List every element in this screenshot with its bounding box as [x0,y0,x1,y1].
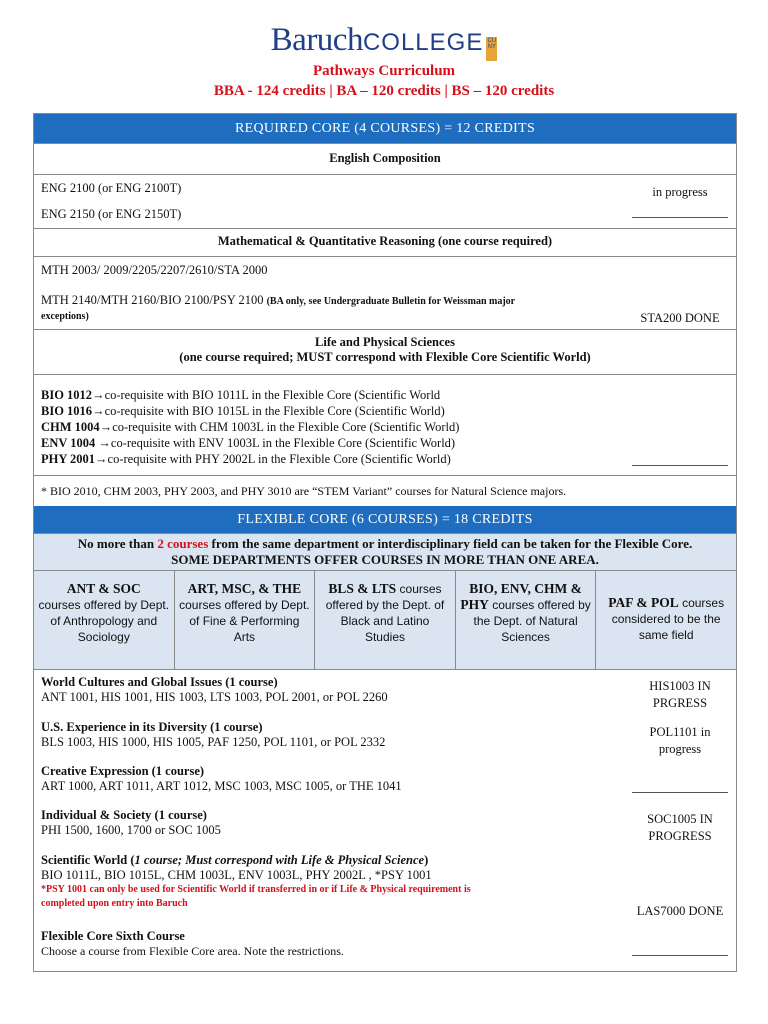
life-course-bio1012: BIO 1012→co-requisite with BIO 1011L in the Flexible Core (Scientific World [41,388,441,402]
psy-note-1: *PSY 1001 can only be used for Scientific World if transferred in or if Life & Physical requirement is [41,884,471,895]
math-row [34,256,736,329]
individual-status: SOC1005 IN PROGRESS [647,812,713,843]
life-title-1: Life and Physical Sciences [315,335,455,349]
math-course-1: MTH 2003/ 2009/2205/2207/2610/STA 2000 [41,263,268,277]
math-course-2: MTH 2140/MTH 2160/BIO 2100/PSY 2100 (BA only, see Undergraduate Bulletin for Weissman major [41,293,516,307]
world-cultures-title: World Cultures and Global Issues (1 course) [41,675,278,689]
english-status: in progress [652,185,708,199]
departments-note: SOME DEPARTMENTS OFFER COURSES IN MORE THAN ONE AREA. [171,552,599,567]
flexible-core-header: FLEXIBLE CORE (6 COURSES) = 18 CREDITS [34,506,736,533]
stem-note: * BIO 2010, CHM 2003, PHY 2003, and PHY 3010 are “STEM Variant” courses for Natural Science majors. [41,484,567,498]
credits-line: BBA - 124 credits | BA – 120 credits | BS – 120 credits [213,83,555,99]
life-course-env1004: ENV 1004 →co-requisite with ENV 1003L in the Flexible Core (Scientific World) [41,436,456,450]
life-status-blank [632,455,728,470]
dept-art-msc-the: ART, MSC, & THE courses offered by Dept. of Fine & Performing Arts [175,571,316,669]
english-status-blank [632,207,728,222]
creative-expression-title: Creative Expression (1 course) [41,764,205,778]
scientific-status: LAS7000 DONE [636,904,724,918]
math-course-note: exceptions) [41,311,89,322]
flexible-core-restriction-note: No more than 2 courses from the same department or interdisciplinary field can be taken for the Flexible Core. SOME DEPARTMENTS OFFER COURSES IN MORE THAN ONE AREA. [34,533,736,570]
psy-note-2: completed upon entry into Baruch [41,898,188,909]
life-title-2: (one course required; MUST correspond with Flexible Core Scientific World) [179,350,591,364]
creative-expression-courses: ART 1000, ART 1011, ART 1012, MSC 1003, MSC 1005, or THE 1041 [41,779,402,793]
math-title-row [34,228,736,256]
logo-baruch-text: Baruch [270,22,363,58]
dept-paf-pol: PAF & POL courses considered to be the same field [608,595,725,642]
individual-society-courses: PHI 1500, 1600, 1700 or SOC 1005 [41,823,221,837]
cuny-badge: CUNY [486,37,497,61]
curriculum-table [33,113,737,972]
stem-note-row [34,475,736,506]
required-core-header: REQUIRED CORE (4 COURSES) = 12 CREDITS [34,114,736,143]
baruch-college-logo [0,22,768,61]
logo-college-text: COLLEGE [362,29,484,56]
us-status: POL1101 in progress [649,725,711,756]
dept-bls-lts: BLS & LTS courses offered by the Dept. of Black and Latino Studies [315,571,456,669]
dept-bio-env-chm-phy: BIO, ENV, CHM & PHY courses offered by the Dept. of Natural Sciences [456,571,597,669]
individual-society-title: Individual & Society (1 course) [41,808,207,822]
english-course-1: ENG 2100 (or ENG 2100T) [41,181,182,195]
flexible-areas [34,669,736,971]
sixth-course-text: Choose a course from Flexible Core area. Note the restrictions. [41,944,344,958]
page-title: Pathways Curriculum [312,63,456,79]
math-title: Mathematical & Quantitative Reasoning (one course required) [217,234,553,248]
life-row [34,374,736,475]
life-course-bio1016: BIO 1016→co-requisite with BIO 1015L in the Flexible Core (Scientific World) [41,404,445,418]
life-course-phy2001: PHY 2001→co-requisite with PHY 2002L in the Flexible Core (Scientific World) [41,452,451,466]
english-course-2: ENG 2150 (or ENG 2150T) [41,207,182,221]
english-title: English Composition [329,151,441,165]
scientific-world-title: Scientific World (1 course; Must correspond with Life & Physical Science) [41,853,429,867]
dept-ant-soc: ANT & SOC courses offered by Dept. of Anthropology and Sociology [34,571,175,669]
math-status: STA200 DONE [640,311,720,325]
sixth-course-title: Flexible Core Sixth Course [41,929,185,943]
sixth-status-blank [632,945,728,960]
life-course-chm1004: CHM 1004→co-requisite with CHM 1003L in the Flexible Core (Scientific World) [41,420,460,434]
department-groups [34,570,736,669]
us-experience-title: U.S. Experience in its Diversity (1 course) [41,720,263,734]
us-experience-courses: BLS 1003, HIS 1000, HIS 1005, PAF 1250, POL 1101, or POL 2332 [41,735,386,749]
world-cultures-courses: ANT 1001, HIS 1001, HIS 1003, LTS 1003, POL 2001, or POL 2260 [41,690,388,704]
creative-status-blank [632,782,728,797]
world-status: HIS1003 IN PRGRESS [649,679,711,710]
life-title-row [34,329,736,374]
scientific-world-courses: BIO 1011L, BIO 1015L, CHM 1003L, ENV 1003L, PHY 2002L , *PSY 1001 [41,868,432,882]
english-row [34,174,736,228]
english-title-row [34,143,736,174]
